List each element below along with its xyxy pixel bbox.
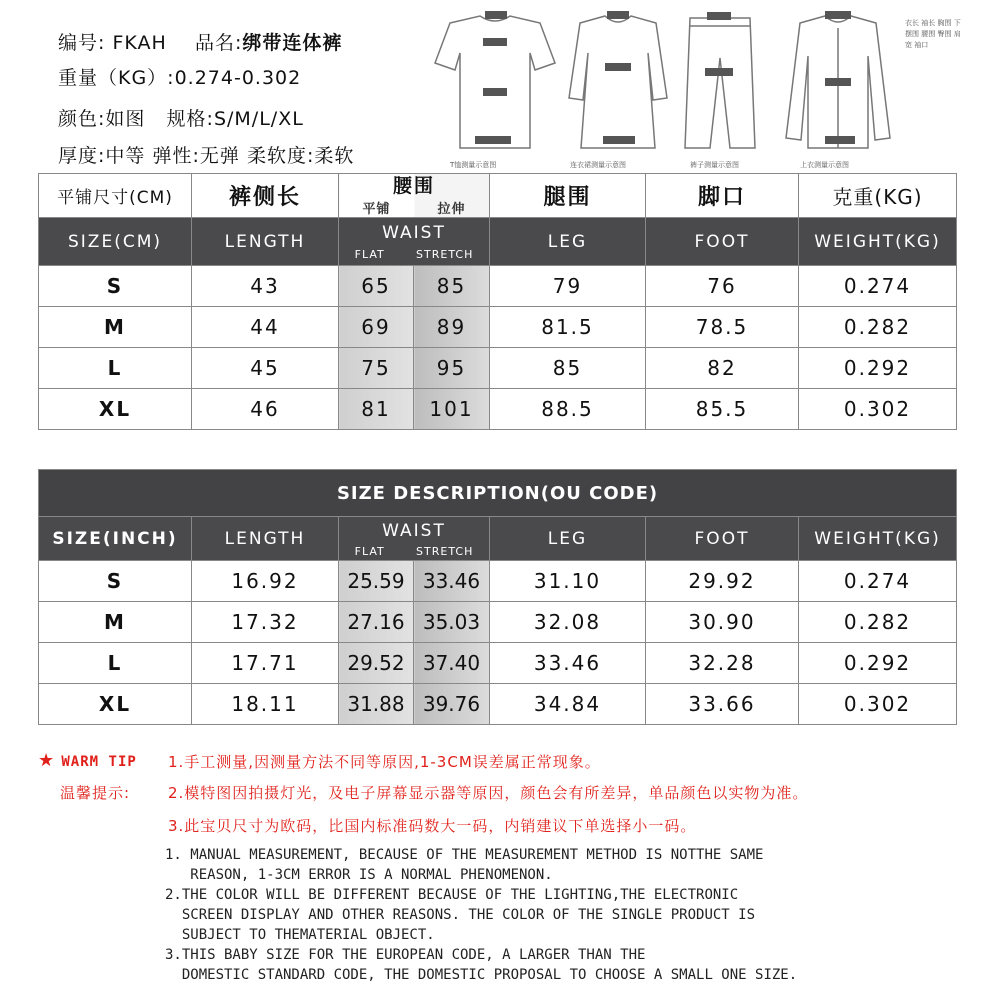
table-row [39,602,957,643]
leg-cell: 34.84 [490,684,646,725]
waist-flat-cell: 69 [339,307,414,348]
waist-flat-cell: 25.59 [339,561,414,602]
weight-label: 重量（KG）: [58,67,175,89]
en-length-header: LENGTH [192,218,339,266]
name-value: 绑带连体裤 [242,32,343,54]
length-cell: 45 [192,348,339,389]
pants-caption: 裤子测量示意图 [690,161,739,169]
table-row [39,643,957,684]
table-row [39,348,957,389]
table-row [39,389,957,430]
table-row [39,684,957,725]
foot-cell: 32.28 [646,643,799,684]
waist-flat-cell: 65 [339,266,414,307]
waist-stretch-cell: 101 [414,389,490,430]
weight-value: 0.274-0.302 [174,67,302,89]
product-weight-line [58,63,301,90]
foot-cell: 78.5 [646,307,799,348]
product-texture-line [58,141,354,168]
dress-caption: 连衣裙测量示意图 [570,161,626,169]
inch-leg-header: LEG [490,517,646,561]
tip-en-line: SCREEN DISPLAY AND OTHER REASONS. THE COLOR OF THE SINGLE PRODUCT IS [165,907,756,923]
waist-flat-cell: 31.88 [339,684,414,725]
cn-waist-stretch: 拉伸 [437,202,466,217]
length-cell: 17.71 [192,643,339,684]
table-row [39,307,957,348]
foot-cell: 33.66 [646,684,799,725]
tag-sleeve: 袖长 [921,19,936,27]
measurement-diagrams [405,8,970,170]
elasticity-value: 无弹 [199,145,240,167]
size-cell: XL [39,389,192,430]
product-code-line [58,28,342,55]
color-label: 颜色: [58,108,106,130]
tshirt-caption: T恤测量示意图 [450,161,497,169]
spec-label: 规格: [166,108,214,130]
thickness-label: 厚度: [58,145,106,167]
waist-stretch-cell: 33.46 [414,561,490,602]
en-flat-label: FLAT [354,248,385,261]
tshirt-sketch [435,16,555,148]
waist-flat-cell: 75 [339,348,414,389]
diagram-tags [905,18,965,51]
leg-cell: 85 [490,348,646,389]
cm-size-table [38,173,957,430]
inch-header-row [39,517,957,561]
inch-size-table [38,469,957,725]
foot-cell: 76 [646,266,799,307]
softness-label: 柔软度: [246,145,315,167]
inch-foot-header: FOOT [646,517,799,561]
inch-size-header: SIZE(INCH) [39,517,192,561]
waist-stretch-cell: 89 [414,307,490,348]
cn-waist-header [339,174,490,218]
star-icon: ★ [38,750,56,771]
waist-stretch-cell: 85 [414,266,490,307]
length-cell: 43 [192,266,339,307]
length-cell: 46 [192,389,339,430]
length-cell: 44 [192,307,339,348]
tip-en-line: REASON, 1-3CM ERROR IS A NORMAL PHENOMENON. [165,867,553,883]
tip-cn-1: 1.手工测量,因测量方法不同等原因,1-3CM误差属正常现象。 [168,753,601,771]
softness-value: 柔软 [314,145,355,167]
weight-cell: 0.292 [799,643,957,684]
warm-tip-heading [38,750,137,771]
weight-cell: 0.282 [799,602,957,643]
cn-length-header: 裤侧长 [192,174,339,218]
leg-cell: 79 [490,266,646,307]
spec-value: S/M/L/XL [213,108,304,130]
jacket-caption: 上衣测量示意图 [800,161,849,169]
cn-foot-header: 脚口 [646,174,799,218]
tag-hip: 臀围 [937,30,952,38]
weight-cell: 0.282 [799,307,957,348]
cn-size-header: 平铺尺寸(CM) [39,174,192,218]
inch-waist-header [339,517,490,561]
weight-cell: 0.302 [799,684,957,725]
cm-cn-header-row [39,174,957,218]
leg-cell: 33.46 [490,643,646,684]
product-color-line [58,104,304,131]
foot-cell: 29.92 [646,561,799,602]
leg-cell: 88.5 [490,389,646,430]
thickness-value: 中等 [105,145,146,167]
tag-hem: 下摆围 [905,19,961,38]
inch-length-header: LENGTH [192,517,339,561]
inch-flat-label: FLAT [354,545,385,558]
tip-en-line: 3.THIS BABY SIZE FOR THE EUROPEAN CODE, A LARGER THAN THE [165,947,646,963]
cn-waist-flat: 平铺 [362,202,391,217]
size-cell: S [39,561,192,602]
inch-waist-label: WAIST [382,521,446,541]
tag-waist: 腰围 [921,30,936,38]
tag-shoulder: 肩宽 [905,30,961,49]
tag-cuff: 袖口 [914,41,929,49]
weight-cell: 0.292 [799,348,957,389]
dress-sketch [569,16,667,148]
en-stretch-label: STRETCH [416,248,474,261]
size-cell: XL [39,684,192,725]
code-label: 编号: [58,32,106,54]
length-cell: 16.92 [192,561,339,602]
name-label: 品名: [194,32,243,54]
tip-cn-2: 2.模特图因拍摄灯光，及电子屏幕显示器等原因，颜色会有所差异，单品颜色以实物为准。 [168,784,809,802]
en-foot-header: FOOT [646,218,799,266]
size-cell: L [39,348,192,389]
leg-cell: 81.5 [490,307,646,348]
en-waist-header [339,218,490,266]
cn-waist-label: 腰围 [392,175,435,197]
code-value: FKAH [112,32,167,54]
length-cell: 18.11 [192,684,339,725]
tip-en-line: DOMESTIC STANDARD CODE, THE DOMESTIC PROPOSAL TO CHOOSE A SMALL ONE SIZE. [165,967,798,983]
size-cell: S [39,266,192,307]
weight-cell: 0.274 [799,266,957,307]
tag-chest: 胸围 [937,19,952,27]
foot-cell: 30.90 [646,602,799,643]
cn-weight-header: 克重(KG) [799,174,957,218]
tag-length: 衣长 [905,19,919,27]
waist-stretch-cell: 37.40 [414,643,490,684]
inch-stretch-label: STRETCH [416,545,474,558]
color-value: 如图 [105,108,146,130]
en-waist-label: WAIST [382,223,446,243]
waist-stretch-cell: 95 [414,348,490,389]
waist-flat-cell: 27.16 [339,602,414,643]
size-cell: M [39,307,192,348]
warm-tip-label: WARM TIP [61,754,137,770]
table-row [39,266,957,307]
garment-sketches [405,8,970,158]
table-row [39,561,957,602]
tip-en-line: SUBJECT TO THEMATERIAL OBJECT. [165,927,435,943]
waist-flat-cell: 81 [339,389,414,430]
foot-cell: 85.5 [646,389,799,430]
length-cell: 17.32 [192,602,339,643]
size-description-title: SIZE DESCRIPTION(OU CODE) [39,470,957,517]
inch-title-row [39,470,957,517]
size-cell: M [39,602,192,643]
cm-en-header-row [39,218,957,266]
leg-cell: 31.10 [490,561,646,602]
elasticity-label: 弹性: [152,145,200,167]
size-cell: L [39,643,192,684]
weight-cell: 0.274 [799,561,957,602]
tips-english [165,845,797,985]
cn-leg-header: 腿围 [490,174,646,218]
foot-cell: 82 [646,348,799,389]
inch-weight-header: WEIGHT(KG) [799,517,957,561]
en-weight-header: WEIGHT(KG) [799,218,957,266]
tip-en-line: 2.THE COLOR WILL BE DIFFERENT BECAUSE OF THE LIGHTING,THE ELECTRONIC [165,887,739,903]
tip-cn-3: 3.此宝贝尺寸为欧码，比国内标准码数大一码，内销建议下单选择小一码。 [168,817,697,835]
en-leg-header: LEG [490,218,646,266]
weight-cell: 0.302 [799,389,957,430]
en-size-header: SIZE(CM) [39,218,192,266]
warm-tip-cn-label: 温馨提示: [60,784,131,802]
waist-flat-cell: 29.52 [339,643,414,684]
leg-cell: 32.08 [490,602,646,643]
waist-stretch-cell: 35.03 [414,602,490,643]
waist-stretch-cell: 39.76 [414,684,490,725]
tip-en-line: 1. MANUAL MEASUREMENT, BECAUSE OF THE MEASUREMENT METHOD IS NOTTHE SAME [165,847,764,863]
pants-sketch [685,18,755,148]
